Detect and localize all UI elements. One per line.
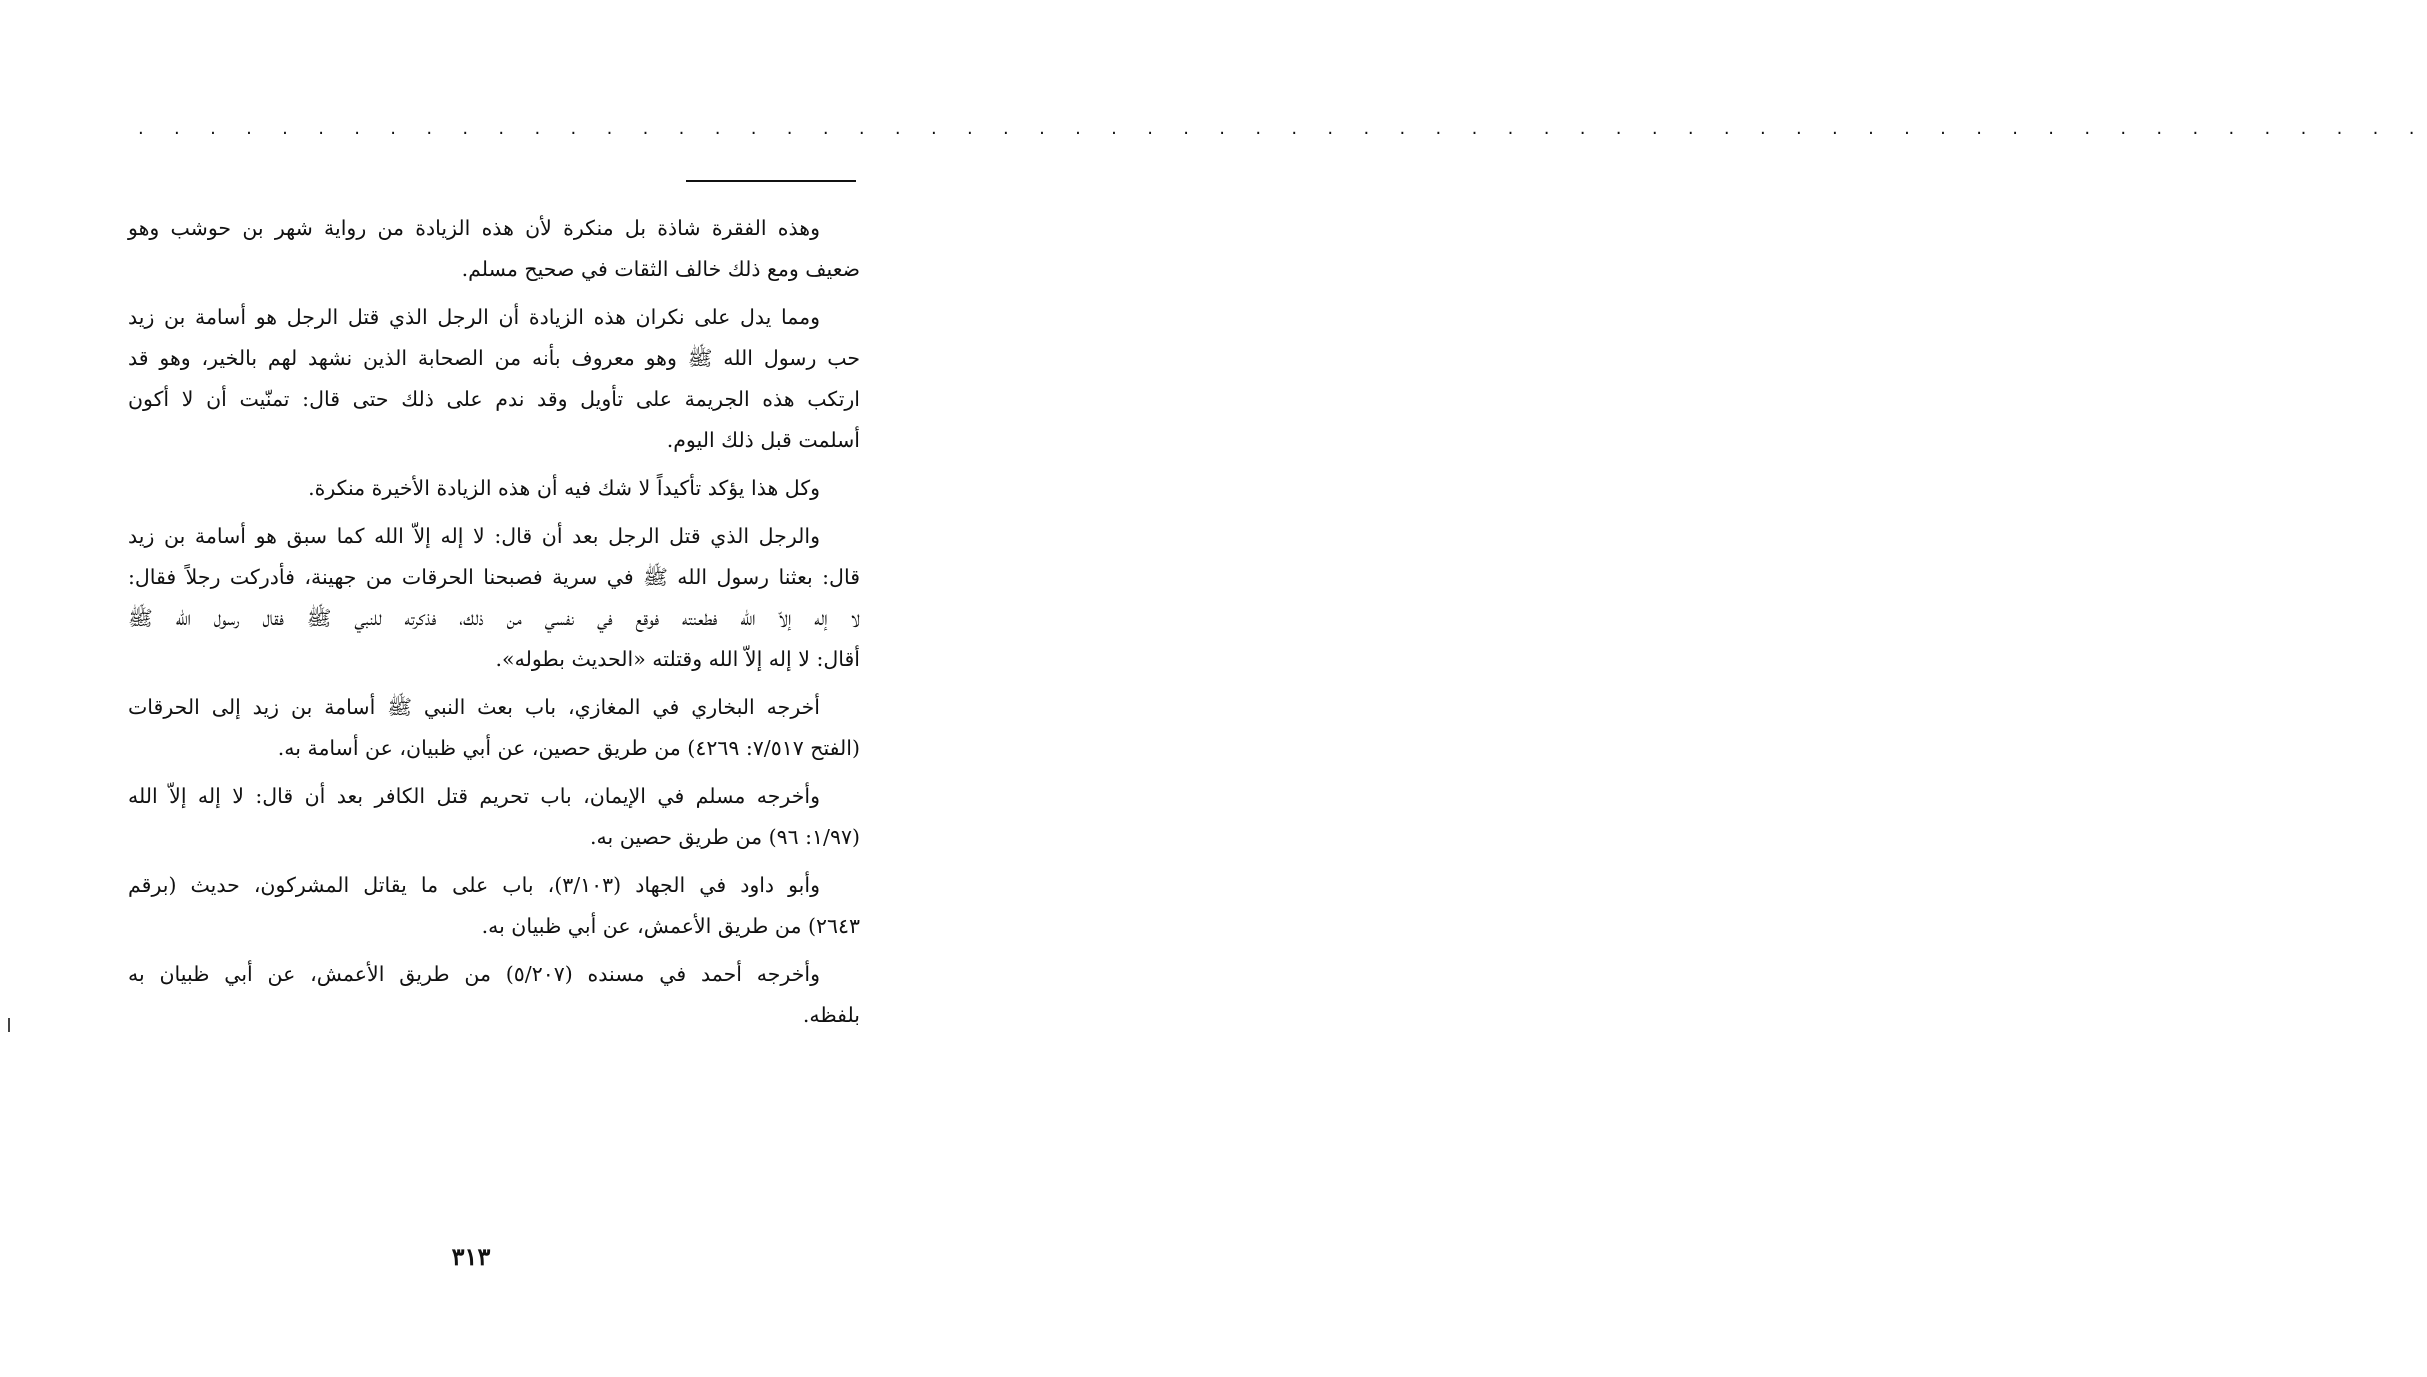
text-line: أخرجه البخاري في المغازي، باب بعث النبي ﷺ أسامة بن زيد إلى الحرقات <box>128 695 820 719</box>
text-line: لا إله إلاّ الله فطعنته فوقع في نفسي من ذلك، فذكرته للنبي ﷺ فقال رسول الله ﷺ <box>128 606 860 630</box>
dotted-separator: . . . . . . . . . . . . . . . . . . . . . . . . . . . . . . . . . . . . . . . . . . . . . . . . . . . . . . . . . . . . . . . . <box>138 118 2427 139</box>
text-line: حب رسول الله ﷺ وهو معروف بأنه من الصحابة الذين نشهد لهم بالخير، وهو قد <box>128 346 860 370</box>
text-line: قال: بعثنا رسول الله ﷺ في سرية فصبحنا الحرقات من جهينة، فأدركت رجلاً فقال: <box>128 565 860 589</box>
text-line: (١/٩٧: ٩٦) من طريق حصين به. <box>590 825 860 849</box>
text-line: ٢٦٤٣) من طريق الأعمش، عن أبي ظبيان به. <box>481 914 860 938</box>
paragraph-6 <box>128 776 860 858</box>
text-line: وكل هذا يؤكد تأكيداً لا شك فيه أن هذه الزيادة الأخيرة منكرة. <box>308 476 820 500</box>
text-line: وأبو داود في الجهاد (٣/١٠٣)، باب على ما يقاتل المشركون، حديث (برقم <box>128 873 820 897</box>
text-line: وهذه الفقرة شاذة بل منكرة لأن هذه الزيادة من رواية شهر بن حوشب وهو <box>128 216 820 240</box>
paragraph-4 <box>128 516 860 680</box>
paragraph-7 <box>128 865 860 947</box>
text-line: أقال: لا إله إلاّ الله وقتلته «الحديث بطوله». <box>495 647 860 671</box>
text-line: ومما يدل على نكران هذه الزيادة أن الرجل الذي قتل الرجل هو أسامة بن زيد <box>128 305 820 329</box>
paragraph-2 <box>128 297 860 461</box>
paragraph-8 <box>128 954 860 1036</box>
text-line: وأخرجه مسلم في الإيمان، باب تحريم قتل الكافر بعد أن قال: لا إله إلاّ الله <box>128 784 820 808</box>
paragraph-5 <box>128 687 860 769</box>
scan-edge-mark <box>8 1018 10 1032</box>
text-line: ضعيف ومع ذلك خالف الثقات في صحيح مسلم. <box>461 257 860 281</box>
text-line: بلفظه. <box>802 1003 860 1027</box>
text-line: والرجل الذي قتل الرجل بعد أن قال: لا إله إلاّ الله كما سبق هو أسامة بن زيد <box>128 524 820 548</box>
page-body <box>128 208 860 1036</box>
paragraph-1 <box>128 208 860 290</box>
footnote-rule <box>686 180 856 182</box>
text-line: ارتكب هذه الجريمة على تأويل وقد ندم على ذلك حتى قال: تمنّيت أن لا أكون <box>128 387 860 411</box>
text-line: وأخرجه أحمد في مسنده (٥/٢٠٧) من طريق الأعمش، عن أبي ظبيان به <box>128 962 820 986</box>
text-line: (الفتح ٧/٥١٧: ٤٢٦٩) من طريق حصين، عن أبي ظبيان، عن أسامة به. <box>277 736 860 760</box>
page-number: ٣١٣ <box>451 1242 491 1271</box>
paragraph-3 <box>128 468 860 509</box>
text-line: أسلمت قبل ذلك اليوم. <box>666 428 860 452</box>
